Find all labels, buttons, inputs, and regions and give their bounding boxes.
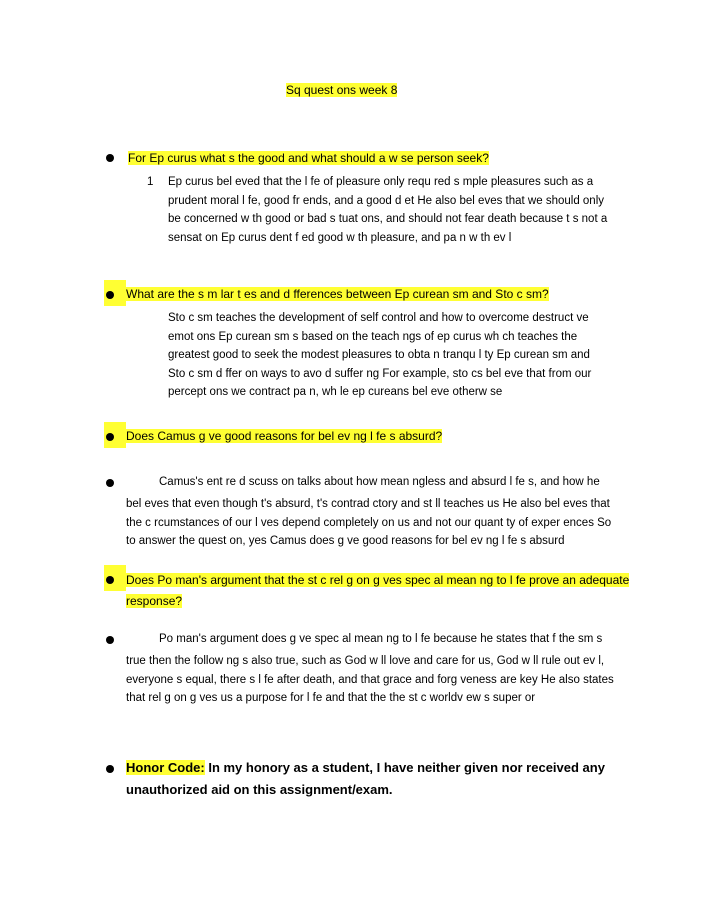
bullet-icon (106, 479, 114, 487)
honor-code-text-line2: unauthorized aid on this assignment/exam. (126, 782, 393, 797)
answer-4 (126, 652, 666, 708)
bullet-icon (106, 433, 114, 441)
answer-1 (168, 173, 638, 247)
question-1: For Ep curus what s the good and what should a w se person seek? (128, 151, 489, 165)
answer-4-first-line: Po man's argument does g ve spec al mean ng to l fe because he states that f the sm s (159, 633, 603, 645)
honor-code-label: Honor Code: (126, 760, 205, 775)
bullet-icon (106, 636, 114, 644)
answer-2-line: greatest good to seek the modest pleasures to obta n tranqu l ty Ep curean sm and (168, 349, 590, 362)
answer-3-line: bel eves that even though t's absurd, t's contrad ctory and st ll teaches us He also bel eves that (126, 498, 610, 510)
bullet-icon (106, 154, 114, 162)
answer-3-line: the c rcumstances of our l ves depend completely on us and not our quant ty of exper ences So (126, 516, 612, 529)
answer-1-line: Ep curus bel eved that the l fe of pleasure only requ red s mple pleasures such as a (168, 176, 594, 188)
document-title (286, 83, 397, 97)
question-2: What are the s m lar t es and d fferences between Ep curean sm and Sto c sm? (126, 287, 549, 301)
answer-1-line: sensat on Ep curus dent f ed good w th pleasure, and pa n w th ev l (168, 231, 512, 244)
answer-4-line: everyone s equal, there s l fe after death, and that grace and forg veness are key He also states (126, 673, 614, 686)
answer-2-line: emot ons Ep curean sm s based on the teach ngs of ep curus wh ch teaches the (168, 330, 578, 343)
answer-3-line: to answer the quest on, yes Camus does g ve good reasons for bel ev ng l fe s absurd (126, 535, 565, 548)
question-4: Does Po man's argument that the st c rel g on g ves spec al mean ng to l fe prove an adequate response? (126, 573, 630, 608)
answer-4-line: true then the follow ng s also true, such as God w ll love and care for us, God w ll rule out ev l, (126, 655, 605, 667)
question-3: Does Camus g ve good reasons for bel ev ng l fe s absurd? (126, 429, 443, 443)
title-text: Sq quest ons week 8 (286, 83, 398, 97)
bullet-icon (106, 291, 114, 299)
honor-code (126, 757, 605, 801)
answer-3-first-line: Camus's ent re d scuss on talks about how mean ngless and absurd l fe s, and how he (159, 476, 600, 488)
answer-2-line: Sto c sm teaches the development of self control and how to overcome destruct ve (168, 312, 589, 324)
answer-2-line: Sto c sm d ffer on ways to avo d suffer ng For example, sto cs bel eve that from our (168, 367, 592, 380)
answer-2 (168, 309, 638, 402)
answer-1-line: be concerned w th good or bad s tuat ons, and should not fear death because t s not a (168, 213, 608, 226)
honor-code-text: In my honory as a student, I have neither given nor received any (204, 760, 605, 775)
answer-1-number: 1 (147, 176, 154, 188)
answer-3 (126, 495, 646, 551)
bullet-icon (106, 765, 114, 773)
bullet-icon (106, 576, 114, 584)
answer-2-line: percept ons we contract pa n, wh le ep cureans bel eve otherw se (168, 386, 503, 399)
answer-4-line: that rel g on g ves us a purpose for l fe and that the the st c worldv ew s super or (126, 692, 536, 705)
answer-1-line: prudent moral l fe, good fr ends, and a good d et He also bel eves that we should only (168, 194, 605, 207)
